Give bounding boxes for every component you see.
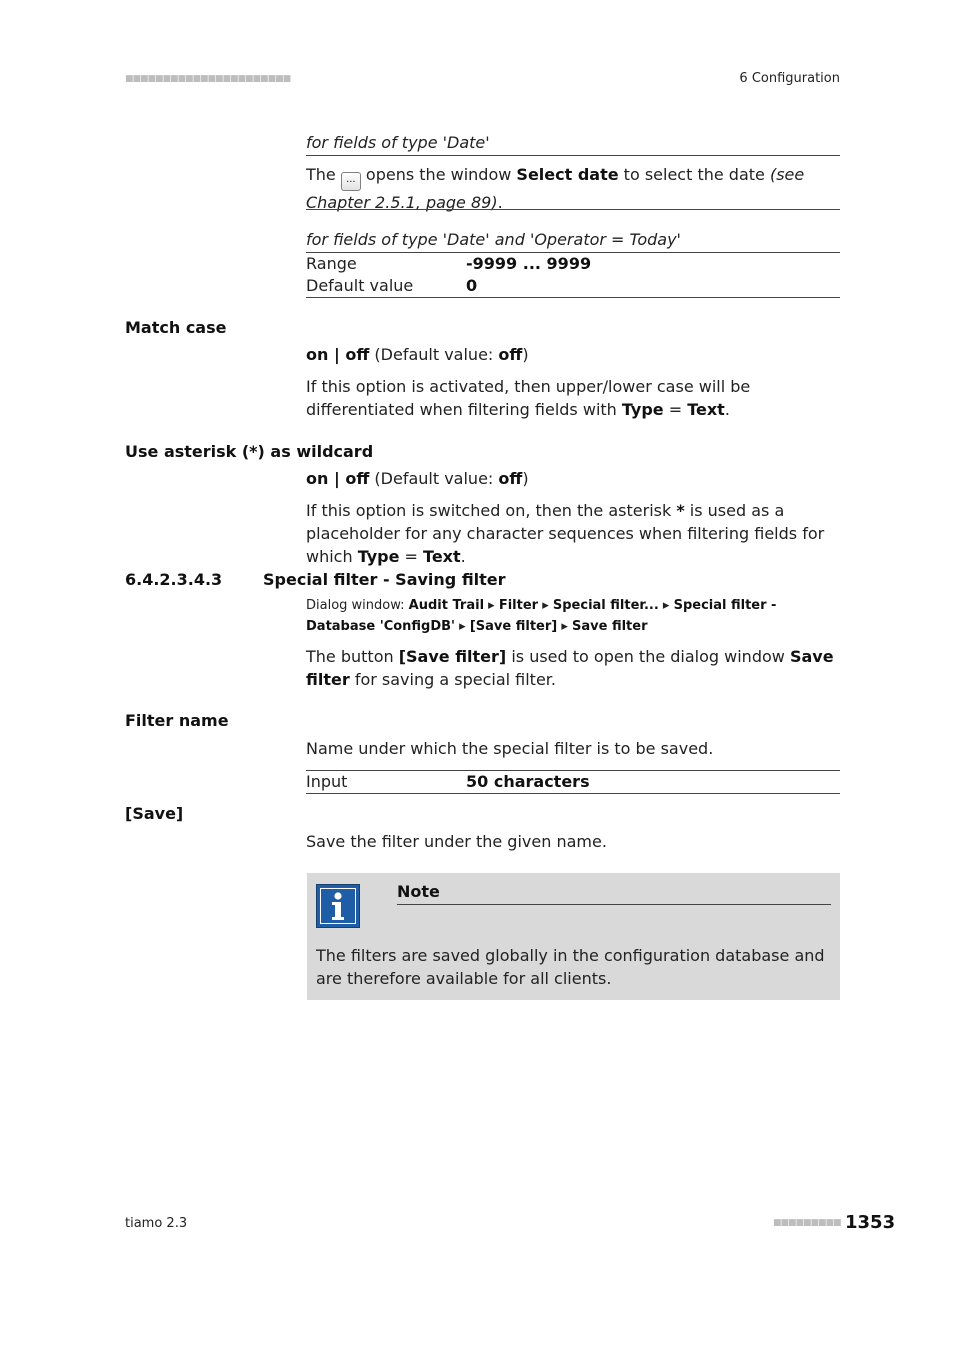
select-date-window-name: Select date	[516, 165, 619, 184]
date-field-description: The ... opens the window Select date to select the date (see Chapter 2.5.1, page 89).	[306, 165, 805, 212]
range-label: Range	[306, 254, 357, 273]
footer-product: tiamo 2.3	[125, 1216, 188, 1231]
date-field-subheading: for fields of type 'Date'	[306, 133, 490, 152]
note-title: Note	[397, 882, 440, 901]
filter-name-description: Name under which the special filter is to be saved.	[306, 739, 714, 758]
page-number: 1353	[845, 1212, 896, 1233]
date-today-subheading: for fields of type 'Date' and 'Operator = Today'	[306, 230, 681, 249]
input-value: 50 characters	[466, 772, 590, 791]
match-case-description: If this option is activated, then upper/lower case will be differentiated when filtering fields with Type = Text.	[306, 377, 751, 419]
note-text: The filters are saved globally in the configuration database and are therefore available for all clients.	[316, 946, 825, 988]
note-divider	[397, 904, 831, 905]
match-case-title: Match case	[125, 318, 227, 337]
dialog-path: Dialog window: Audit Trail ▸ Filter ▸ Special filter... ▸ Special filter - Database 'ConfigDB' ▸ [Save filter] ▸ Save filter	[306, 598, 777, 634]
range-value: -9999 ... 9999	[466, 254, 592, 273]
header-decoration: ■■■■■■■■■■■■■■■■■■■■■■	[125, 74, 291, 84]
chapter-reference: (see Chapter 2.5.1, page 89)	[306, 165, 805, 212]
wildcard-description: If this option is switched on, then the asterisk * is used as a placeholder for any character sequences when filtering fields for which Type = Text.	[306, 501, 825, 566]
divider	[306, 793, 840, 794]
divider	[306, 155, 840, 156]
wildcard-options: on | off (Default value: off)	[306, 469, 529, 488]
section-number: 6.4.2.3.4.3	[125, 570, 223, 589]
match-case-options: on | off (Default value: off)	[306, 345, 529, 364]
footer-decoration: ■■■■■■■■■	[773, 1218, 841, 1228]
save-title: [Save]	[125, 804, 184, 823]
default-value-value: 0	[466, 276, 478, 295]
save-description: Save the filter under the given name.	[306, 832, 607, 851]
ellipsis-button-icon: ...	[341, 172, 361, 191]
divider	[306, 770, 840, 771]
wildcard-title: Use asterisk (*) as wildcard	[125, 442, 374, 461]
note-box	[307, 873, 840, 1000]
section-title: Special filter - Saving filter	[263, 570, 506, 589]
divider	[306, 297, 840, 298]
input-label: Input	[306, 772, 348, 791]
info-icon	[316, 884, 360, 928]
filter-name-title: Filter name	[125, 711, 229, 730]
divider	[306, 252, 840, 253]
divider	[306, 209, 840, 210]
section-description: The button [Save filter] is used to open the dialog window Save filter for saving a special filter.	[306, 647, 834, 689]
header-chapter: 6 Configuration	[739, 71, 840, 86]
default-value-label: Default value	[306, 276, 414, 295]
